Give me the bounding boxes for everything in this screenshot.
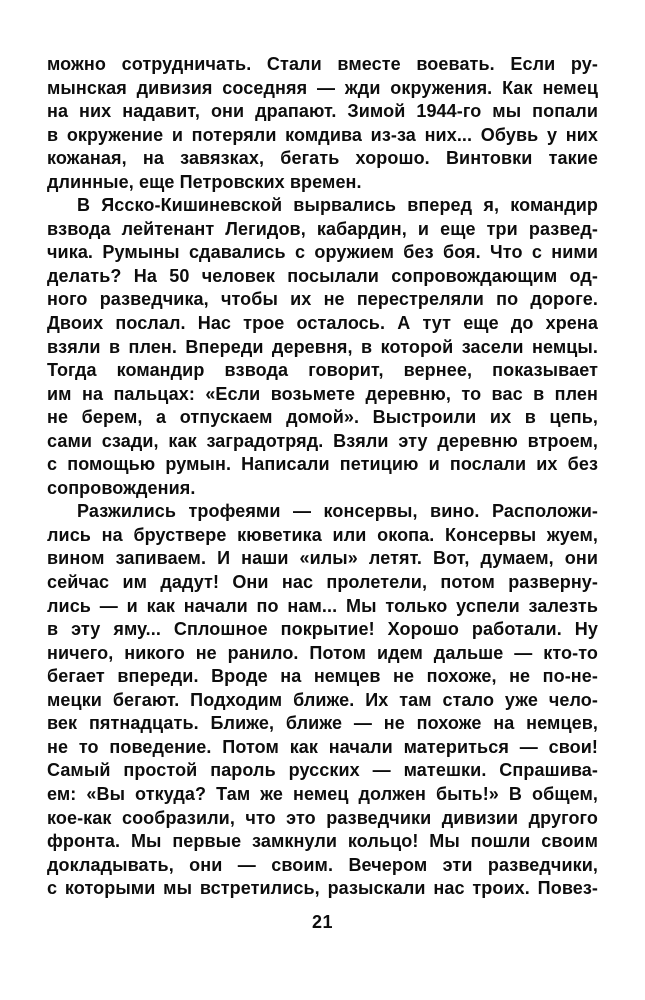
- text-line: вином запиваем. И наши «илы» летят. Вот, думаем, они: [47, 548, 598, 569]
- text-line: фронта. Мы первые замкнули кольцо! Мы пошли своим: [47, 831, 598, 852]
- text-line: с помощью румын. Написали петицию и послали их без: [47, 454, 598, 475]
- text-line: с которыми мы встретились, разыскали нас троих. Повез-: [47, 878, 598, 899]
- text-line: ного разведчика, чтобы их не перестреляли по дороге.: [47, 289, 598, 310]
- page-number: 21: [311, 912, 334, 932]
- text-line: на них надавит, они драпают. Зимой 1944-го мы попали: [47, 101, 598, 122]
- text-line: в окружение и потеряли комдива из-за них... Обувь у них: [47, 124, 598, 145]
- text-line: мецки бегают. Подходим ближе. Их там стало уже чело-: [47, 689, 598, 710]
- text-line: Самый простой пароль русских — матешки. Спрашива-: [47, 760, 598, 781]
- text-line: кое-как сообразили, что это разведчики дивизии другого: [47, 807, 598, 828]
- text-line: докладывать, они — своим. Вечером эти разведчики,: [47, 854, 598, 875]
- text-line: В Ясско-Кишиневской вырвались вперед я, командир: [77, 195, 598, 216]
- text-line: Разжились трофеями — консервы, вино. Расположи-: [77, 501, 598, 522]
- text-line: не берем, а отпускаем домой». Выстроили их в цепь,: [47, 407, 598, 428]
- text-line: делать? На 50 человек посылали сопровождающим од-: [47, 265, 598, 286]
- text-line: сами сзади, как заградотряд. Взяли эту деревню втроем,: [47, 430, 598, 451]
- text-line: бегает впереди. Вроде на немцев не похоже, не по-не-: [47, 666, 598, 687]
- text-line: Тогда командир взвода говорит, вернее, показывает: [47, 360, 598, 381]
- text-line: сейчас им дадут! Они нас пролетели, потом разверну-: [47, 572, 598, 593]
- text-line: длинные, еще Петровских времен.: [47, 171, 362, 192]
- paragraph: [47, 194, 598, 500]
- text-line: мынская дивизия соседняя — жди окружения. Как немец: [47, 77, 598, 98]
- text-line: ничего, никого не ранило. Потом идем дальше — кто-то: [47, 642, 598, 663]
- text-line: можно сотрудничать. Стали вместе воевать. Если ру-: [47, 54, 598, 74]
- text-line: Двоих послал. Нас трое осталось. А тут еще до хрена: [47, 313, 598, 334]
- text-line: чика. Румыны сдавались с оружием без боя. Что с ними: [47, 242, 598, 263]
- text-line: кожаная, на завязках, бегать хорошо. Винтовки такие: [47, 148, 598, 169]
- text-line: им на пальцах: «Если возьмете деревню, то вас в плен: [47, 383, 598, 404]
- text-line: век пятнадцать. Ближе, ближе — не похоже на немцев,: [47, 713, 598, 734]
- paragraph: [47, 500, 598, 900]
- paragraph: [47, 53, 598, 194]
- text-line: лись на бруствере кюветика или окопа. Консервы жуем,: [47, 524, 598, 545]
- text-line: взяли в плен. Впереди деревня, в которой засели немцы.: [47, 336, 598, 357]
- text-line: лись — и как начали по нам... Мы только успели залезть: [47, 595, 598, 616]
- text-line: в эту яму... Сплошное покрытие! Хорошо работали. Ну: [47, 619, 598, 640]
- text-line: ем: «Вы откуда? Там же немец должен быть!» В общем,: [47, 783, 598, 804]
- text-line: взвода лейтенант Легидов, кабардин, и еще три развед-: [47, 218, 598, 239]
- text-line: сопровождения.: [47, 477, 196, 498]
- text-block: [47, 53, 598, 901]
- text-line: не то поведение. Потом как начали материться — свои!: [47, 736, 598, 757]
